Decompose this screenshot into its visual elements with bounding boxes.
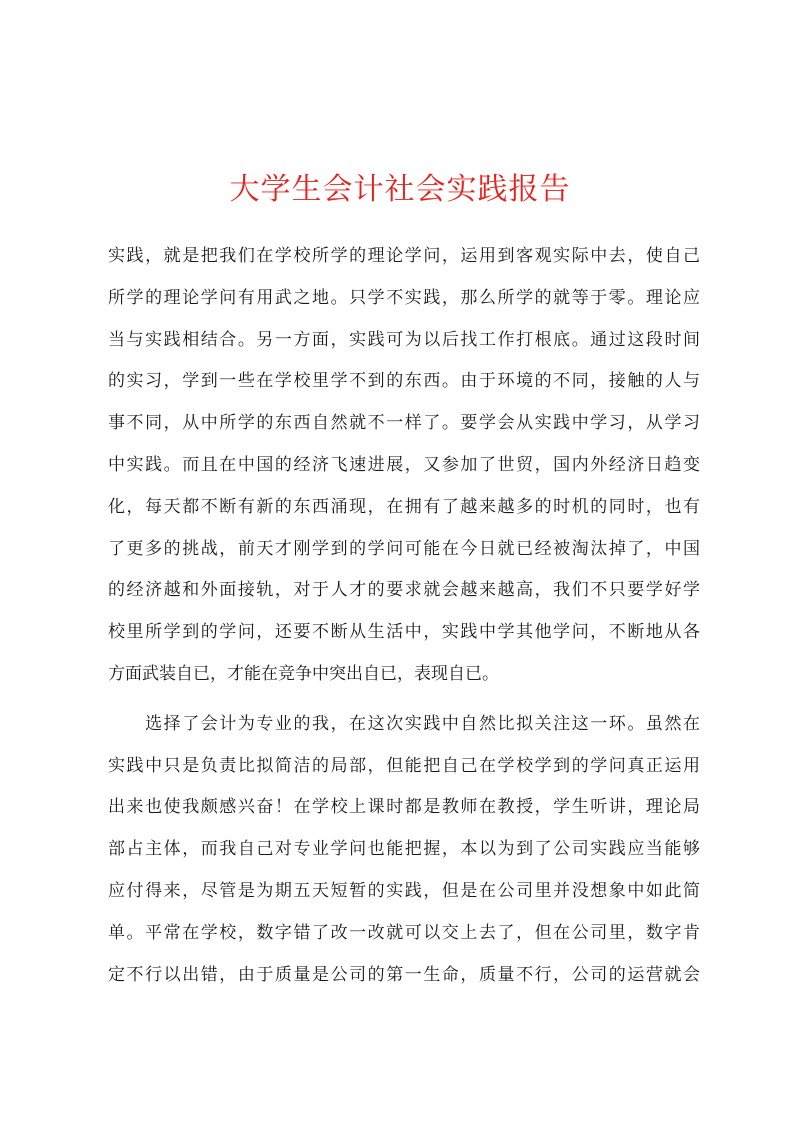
paragraph-line: 校里所学到的学问，还要不断从生活中，实践中学其他学问，不断地从各	[108, 622, 700, 643]
paragraph-1	[108, 236, 700, 696]
paragraph-line: 单。平常在学校，数字错了改一改就可以交上去了，但在公司里，数字肯	[108, 922, 700, 943]
paragraph-line: 所学的理论学问有用武之地。只学不实践，那么所学的就等于零。理论应	[108, 287, 700, 308]
paragraph-line: 的实习，学到一些在学校里学不到的东西。由于环境的不同，接触的人与	[108, 371, 700, 392]
document-title: 大学生会计社会实践报告	[229, 172, 571, 207]
paragraph-line: 化，每天都不断有新的东西涌现，在拥有了越来越多的时机的同时，也有	[108, 496, 700, 517]
document-body	[108, 236, 700, 996]
paragraph-line: 定不行以出错，由于质量是公司的第一生命，质量不行，公司的运营就会	[108, 964, 700, 985]
paragraph-line: 中实践。而且在中国的经济飞速进展，又参加了世贸，国内外经济日趋变	[108, 454, 700, 475]
paragraph-line: 出来也使我颇感兴奋！在学校上课时都是教师在教授，学生听讲，理论局	[108, 797, 700, 818]
paragraph-line: 部占主体，而我自己对专业学问也能把握，本以为到了公司实践应当能够	[108, 839, 700, 860]
paragraph-2	[108, 704, 700, 997]
paragraph-line: 实践，就是把我们在学校所学的理论学问，运用到客观实际中去，使自己	[108, 246, 700, 266]
paragraph-line: 方面武装自已，才能在竞争中突出自已，表现自已。	[108, 663, 499, 684]
paragraph-line: 实践中只是负责比拟简洁的局部，但能把自己在学校学到的学问真正运用	[108, 755, 700, 776]
paragraph-gap	[108, 696, 700, 704]
paragraph-line: 选择了会计为专业的我，在这次实践中自然比拟关注这一环。虽然在	[108, 713, 700, 734]
paragraph-line: 事不同，从中所学的东西自然就不一样了。要学会从实践中学习，从学习	[108, 413, 700, 434]
paragraph-line: 了更多的挑战，前天才刚学到的学问可能在今日就已经被淘汰掉了，中国	[108, 538, 700, 559]
paragraph-line: 的经济越和外面接轨，对于人才的要求就会越来越高，我们不只要学好学	[108, 580, 700, 601]
paragraph-line: 应付得来，尽管是为期五天短暂的实践，但是在公司里并没想象中如此简	[108, 880, 700, 901]
paragraph-line: 当与实践相结合。另一方面，实践可为以后找工作打根底。通过这段时间	[108, 329, 700, 350]
